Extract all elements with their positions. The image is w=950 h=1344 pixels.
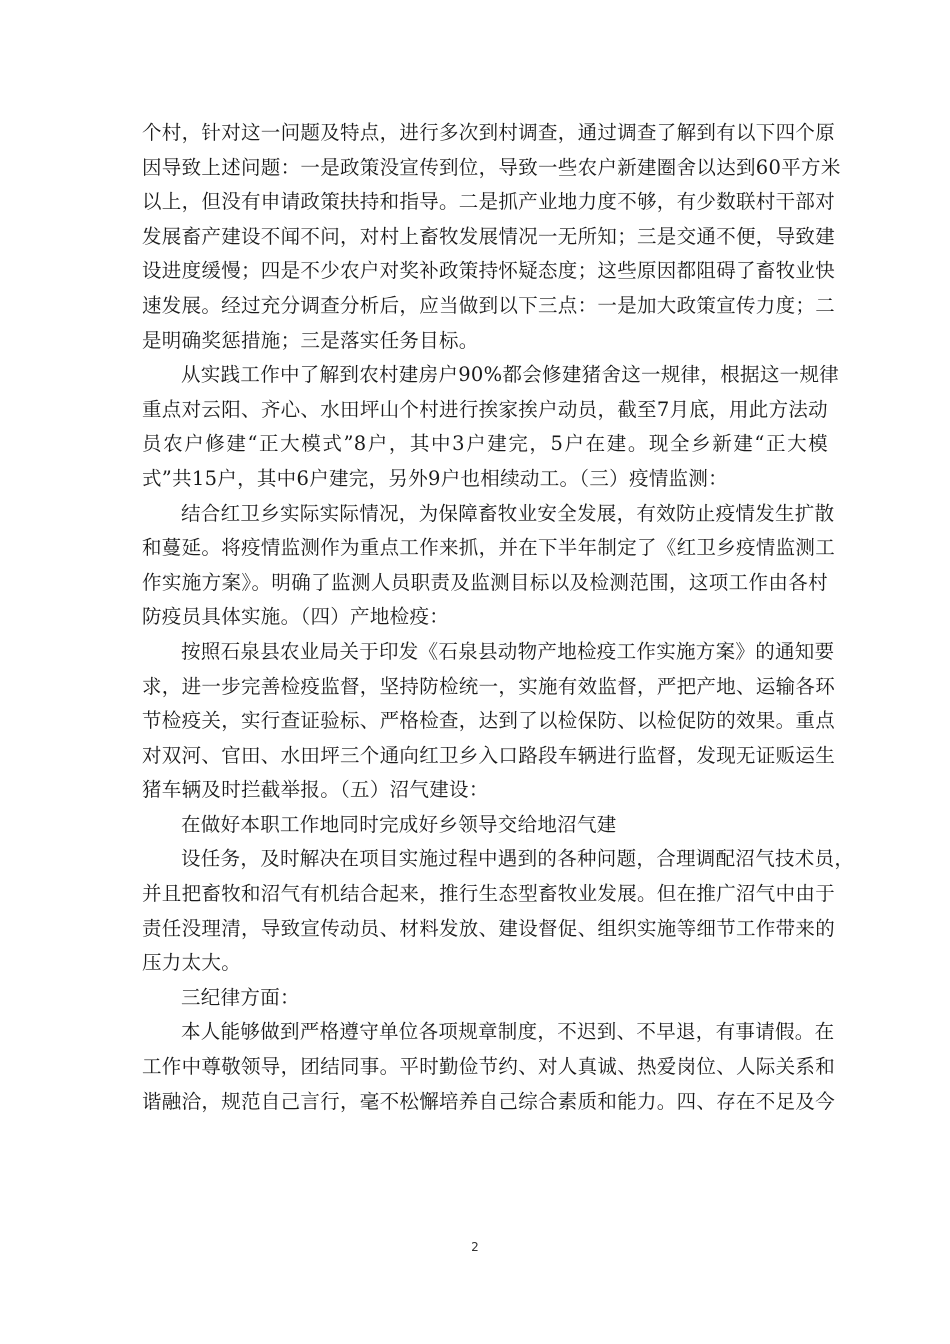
text-line: 因导致上述问题：一是政策没宣传到位，导致一些农户新建圈舍以达到60平方米 [142,155,841,179]
text-line: 节检疫关，实行查证验标、严格检查，达到了以检保防、以检促防的效果。重点 [142,709,836,733]
text-line: 速发展。经过充分调查分析后，应当做到以下三点：一是加大政策宣传力度；二 [142,293,836,317]
text-line: 本人能够做到严格遵守单位各项规章制度，不迟到、不早退，有事请假。在 [181,1020,835,1044]
text-line: 个村，针对这一问题及特点，进行多次到村调查，通过调查了解到有以下四个原 [142,121,836,144]
text-line: 设进度缓慢；四是不少农户对奖补政策持怀疑态度；这些原因都阻碍了畜牧业快 [142,259,836,283]
text-line: 和蔓延。将疫情监测作为重点工作来抓，并在下半年制定了《红卫乡疫情监测工 [142,536,836,560]
text-line: 发展畜产建设不闻不问，对村上畜牧发展情况一无所知；三是交通不便，导致建 [142,224,836,248]
text-line: 求，进一步完善检疫监督，坚持防检统一，实施有效监督，严把产地、运输各环 [142,674,836,698]
text-line: 压力太大。 [142,951,242,975]
text-line: 按照石泉县农业局关于印发《石泉县动物产地检疫工作实施方案》的通知要 [181,639,835,663]
text-line: 对双河、官田、水田坪三个通向红卫乡入口路段车辆进行监督，发现无证贩运生 [142,743,836,767]
text-line: 三纪律方面： [181,985,300,1009]
text-line: 防疫员具体实施。（四）产地检疫： [142,605,450,629]
paragraph-lines [142,116,855,1119]
text-line: 结合红卫乡实际实际情况，为保障畜牧业安全发展，有效防止疫情发生扩散 [181,501,835,525]
text-line: 作实施方案》。明确了监测人员职责及监测目标以及检测范围，这项工作由各村 [142,570,828,594]
text-line: 责任没理清，导致宣传动员、材料发放、建设督促、组织实施等细节工作带来的 [142,916,836,940]
text-line: 是明确奖惩措施；三是落实任务目标。 [142,328,479,352]
text-line: 在做好本职工作地同时完成好乡领导交给地沼气建 [181,812,617,836]
text-line: 从实践工作中了解到农村建房户90%都会修建猪舍这一规律，根据这一规律 [181,363,840,387]
page-number: 2 [471,1240,479,1254]
text-line: 设任务，及时解决在项目实施过程中遇到的各种问题，合理调配沼气技术员， [181,847,855,871]
text-line: 重点对云阳、齐心、水田坪山个村进行挨家挨户动员，截至7月底，用此方法动 [142,397,828,421]
text-line: 工作中尊敬领导，团结同事。平时勤俭节约、对人真诚、热爱岗位、人际关系和 [142,1055,836,1079]
text-line: 式”共15户，其中6户建完，另外9户也相续动工。（三）疫情监测： [142,466,728,490]
text-line: 员农户修建“正大模式”8户，其中3户建完，5户在建。现全乡新建“正大模 [142,432,828,456]
text-line: 以上，但没有申请政策扶持和指导。二是抓产业地力度不够，有少数联村干部对 [142,190,836,214]
document-body [142,116,855,1119]
text-line: 猪车辆及时拦截举报。（五）沼气建设： [142,778,489,802]
text-line: 并且把畜牧和沼气有机结合起来，推行生态型畜牧业发展。但在推广沼气中由于 [142,882,836,906]
text-line: 谐融洽，规范自己言行，毫不松懈培养自己综合素质和能力。四、存在不足及今 [142,1089,836,1113]
